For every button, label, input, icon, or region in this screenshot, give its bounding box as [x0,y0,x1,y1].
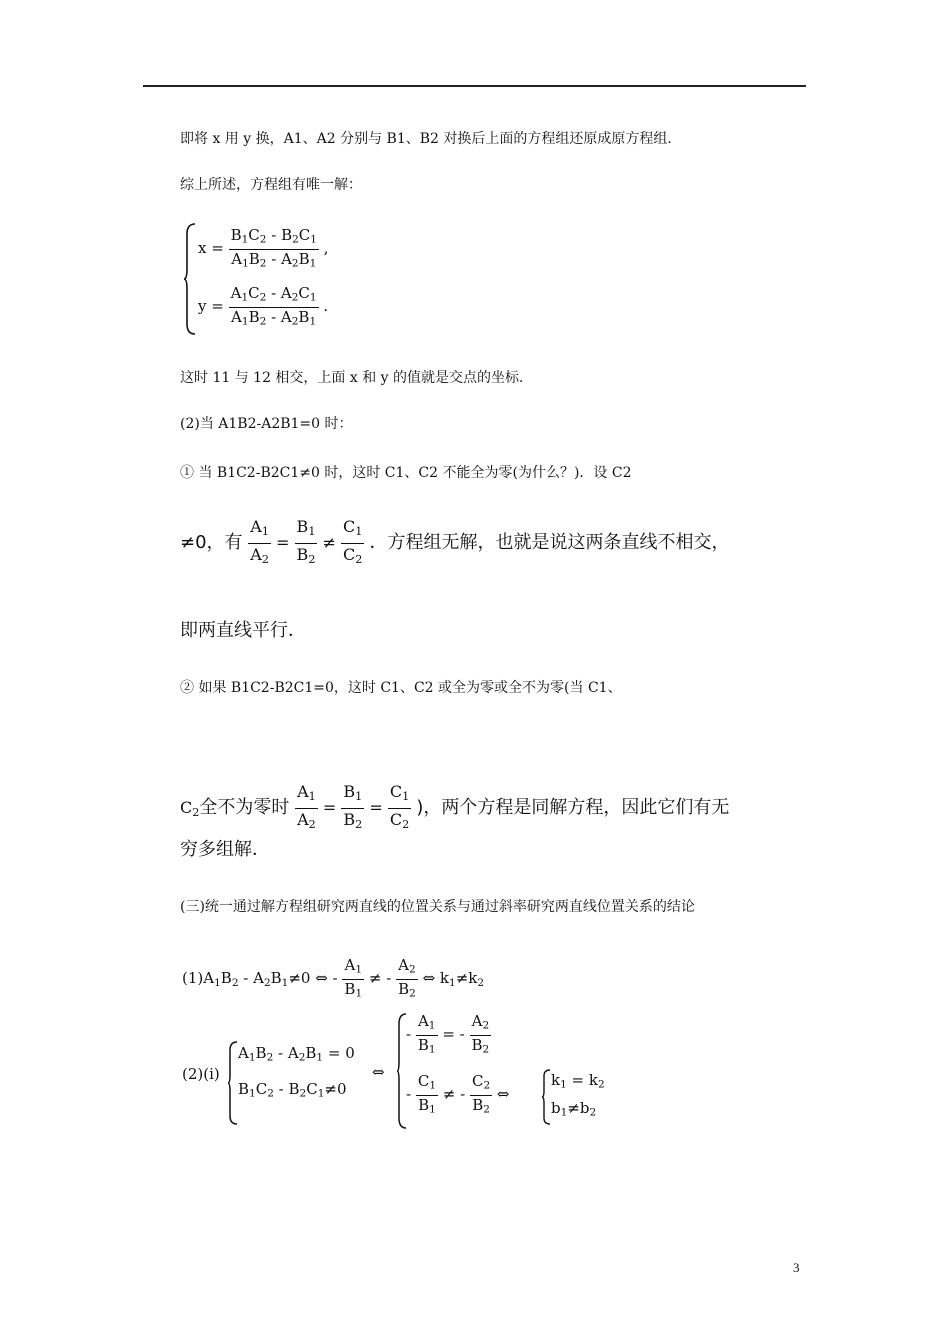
paragraph-swap: 即将 x 用 y 换，A1、A2 分别与 B1、B2 对换后上面的方程组还原成原方程组． [180,131,682,147]
intercept-unequal: $b_1\ne b_2$ [551,1099,597,1119]
paragraph-section3: (三)统一通过解方程组研究两直线的位置关系与通过斜率研究两直线位置关系的结论 [180,899,695,915]
equation-1: $(1)A_1B_2 - A_2B_1\ne 0$ ⇔ - $\frac{A_1}{B_1}$ ≠ - $\frac{A_2}{B_2}$ ⇔ $k_1\ne k_2$ [182,956,485,1000]
header-rule [143,85,806,87]
paragraph-same-solution: $C_2$全不为零时 $\frac{A_1}{A_2}$ = $\frac{B_1}{B_2}$ = $\frac{C_1}{C_2}$ )，两个方程是同解方程，因此它们有无 [180,782,730,831]
paragraph-summary: 综上所述，方程组有唯一解： [180,177,362,193]
left-brace-icon [183,222,197,336]
slope-equal: $k_1 = k_2$ [551,1071,605,1091]
intercept-ratio-unequal: - $\frac{C_1}{B_1}$ ≠ - $\frac{C_2}{B_2}$ ⇔ [406,1072,510,1116]
equivalence-symbol: ⇔ [372,1063,385,1081]
x-solution: x = $\frac{B_1C_2 - B_2C_1}{A_1B_2 - A_2B_1}$ , [198,226,329,270]
paragraph-case2-2: ② 如果 B1C2-B2C1=0，这时 C1、C2 或全为零或全不为零(当 C1、 [180,680,622,696]
paragraph-infinite: 穷多组解． [180,839,270,860]
paragraph-no-solution: ≠0，有 $\frac{A_1}{A_2}$ = $\frac{B_1}{B_2}$ ≠ $\frac{C_1}{C_2}$ ．方程组无解，也就是说这两条直线不相交， [180,517,730,566]
paragraph-parallel: 即两直线平行． [180,620,306,641]
paragraph-case2: (2)当 A1B2-A2B1=0 时： [180,416,353,432]
system-line-1: $A_1B_2 - A_2B_1 = 0$ [238,1044,355,1064]
paragraph-case2-1: ① 当 B1C2-B2C1≠0 时，这时 C1、C2 不能全为零(为什么？)．设 C2 [180,465,632,481]
y-solution: y = $\frac{A_1C_2 - A_2C_1}{A_1B_2 - A_2B_1}$ . [198,284,329,328]
paragraph-intersect: 这时 11 与 12 相交，上面 x 和 y 的值就是交点的坐标． [180,370,534,386]
system-line-2: $B_1C_2 - B_2C_1\ne 0$ [238,1080,347,1100]
equation-2-label: (2)(i) [182,1065,220,1083]
slope-ratio-equal: - $\frac{A_1}{B_1}$ = - $\frac{A_2}{B_2}$ [406,1012,490,1056]
page-number: 3 [793,1260,800,1275]
